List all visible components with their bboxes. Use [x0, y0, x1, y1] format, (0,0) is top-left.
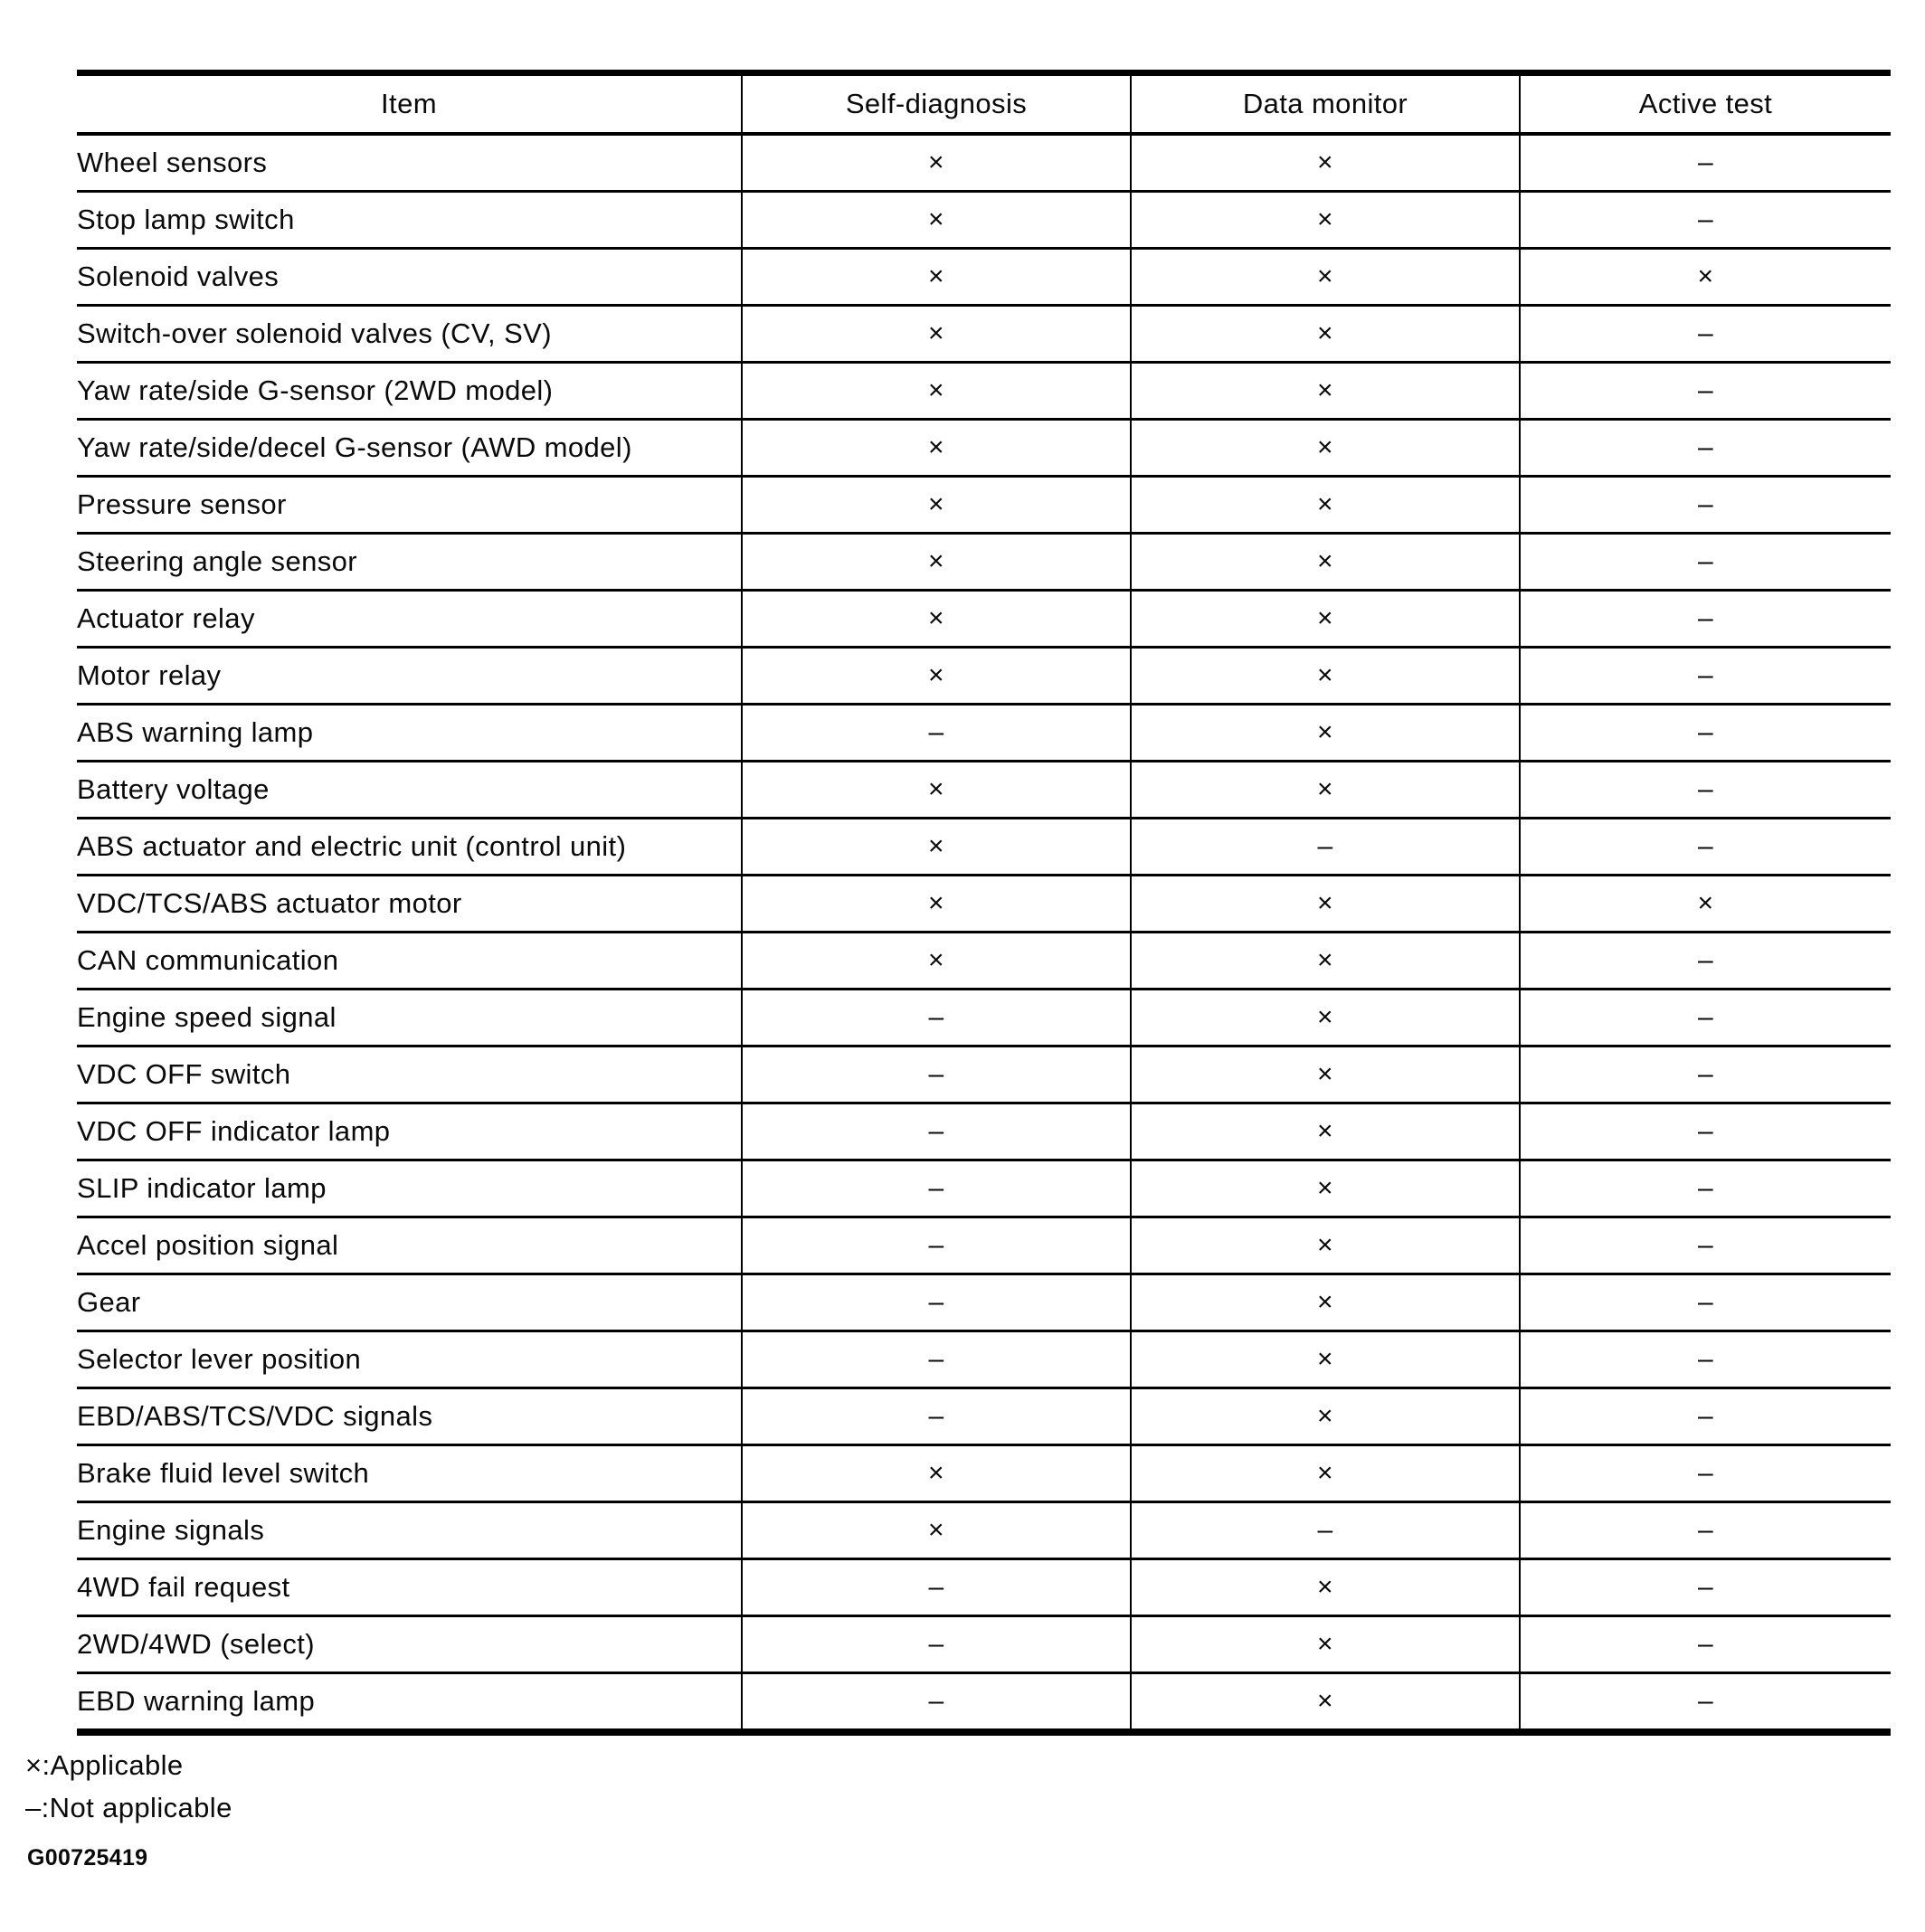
data-monitor-cell: × [1131, 134, 1520, 192]
item-cell: Stop lamp switch [77, 192, 742, 249]
table-row [77, 420, 1891, 477]
data-monitor-cell: × [1131, 363, 1520, 420]
legend-not-applicable: –:Not applicable [25, 1792, 232, 1823]
table-body [77, 134, 1891, 1732]
self-diagnosis-cell: × [742, 477, 1131, 534]
item-cell: 4WD fail request [77, 1559, 742, 1616]
self-diagnosis-cell: × [742, 1502, 1131, 1559]
table-row [77, 1331, 1891, 1388]
data-monitor-cell: × [1131, 1046, 1520, 1103]
self-diagnosis-cell: – [742, 1673, 1131, 1733]
data-monitor-cell: × [1131, 591, 1520, 648]
item-cell: Actuator relay [77, 591, 742, 648]
table-row [77, 249, 1891, 306]
item-cell: VDC/TCS/ABS actuator motor [77, 876, 742, 933]
data-monitor-cell: × [1131, 1673, 1520, 1733]
table-row [77, 1160, 1891, 1217]
self-diagnosis-cell: × [742, 591, 1131, 648]
self-diagnosis-cell: – [742, 1559, 1131, 1616]
data-monitor-cell: × [1131, 1616, 1520, 1673]
table-row [77, 134, 1891, 192]
table-row [77, 990, 1891, 1046]
table-row [77, 1103, 1891, 1160]
self-diagnosis-cell: × [742, 534, 1131, 591]
self-diagnosis-cell: × [742, 363, 1131, 420]
active-test-cell: – [1520, 1502, 1891, 1559]
self-diagnosis-cell: – [742, 1274, 1131, 1331]
active-test-cell: – [1520, 1616, 1891, 1673]
header-row [77, 73, 1891, 135]
table-row [77, 933, 1891, 990]
table-row [77, 363, 1891, 420]
item-cell: SLIP indicator lamp [77, 1160, 742, 1217]
self-diagnosis-cell: × [742, 1445, 1131, 1502]
table-row [77, 1388, 1891, 1445]
item-cell: Gear [77, 1274, 742, 1331]
table-row [77, 648, 1891, 705]
item-cell: CAN communication [77, 933, 742, 990]
data-monitor-cell: × [1131, 1388, 1520, 1445]
column-header-data-monitor: Data monitor [1131, 73, 1520, 135]
item-cell: Engine signals [77, 1502, 742, 1559]
data-monitor-cell: × [1131, 648, 1520, 705]
active-test-cell: – [1520, 1559, 1891, 1616]
item-cell: Wheel sensors [77, 134, 742, 192]
self-diagnosis-cell: – [742, 990, 1131, 1046]
self-diagnosis-cell: – [742, 1388, 1131, 1445]
table-row [77, 1502, 1891, 1559]
data-monitor-cell: × [1131, 249, 1520, 306]
item-cell: Yaw rate/side/decel G-sensor (AWD model) [77, 420, 742, 477]
active-test-cell: – [1520, 648, 1891, 705]
column-header-active-test: Active test [1520, 73, 1891, 135]
item-cell: Selector lever position [77, 1331, 742, 1388]
legend-applicable: ×:Applicable [25, 1749, 184, 1781]
data-monitor-cell: × [1131, 933, 1520, 990]
data-monitor-cell: – [1131, 819, 1520, 876]
table-row [77, 192, 1891, 249]
data-monitor-cell: × [1131, 1160, 1520, 1217]
data-monitor-cell: × [1131, 477, 1520, 534]
self-diagnosis-cell: – [742, 1217, 1131, 1274]
active-test-cell: – [1520, 420, 1891, 477]
data-monitor-cell: × [1131, 990, 1520, 1046]
item-cell: Motor relay [77, 648, 742, 705]
data-monitor-cell: × [1131, 306, 1520, 363]
active-test-cell: – [1520, 134, 1891, 192]
diagnostic-function-table [77, 70, 1891, 1736]
table-row [77, 1673, 1891, 1733]
data-monitor-cell: × [1131, 705, 1520, 762]
data-monitor-cell: × [1131, 762, 1520, 819]
data-monitor-cell: × [1131, 192, 1520, 249]
table-header [77, 73, 1891, 135]
active-test-cell: × [1520, 249, 1891, 306]
active-test-cell: – [1520, 705, 1891, 762]
active-test-cell: – [1520, 762, 1891, 819]
self-diagnosis-cell: × [742, 933, 1131, 990]
item-cell: 2WD/4WD (select) [77, 1616, 742, 1673]
self-diagnosis-cell: – [742, 1331, 1131, 1388]
active-test-cell: – [1520, 1217, 1891, 1274]
item-cell: ABS warning lamp [77, 705, 742, 762]
self-diagnosis-cell: × [742, 134, 1131, 192]
active-test-cell: – [1520, 363, 1891, 420]
active-test-cell: – [1520, 1331, 1891, 1388]
active-test-cell: – [1520, 1445, 1891, 1502]
data-monitor-cell: × [1131, 534, 1520, 591]
active-test-cell: – [1520, 990, 1891, 1046]
data-monitor-cell: – [1131, 1502, 1520, 1559]
item-cell: EBD warning lamp [77, 1673, 742, 1733]
table-row [77, 876, 1891, 933]
self-diagnosis-cell: – [742, 1160, 1131, 1217]
data-monitor-cell: × [1131, 1445, 1520, 1502]
item-cell: Solenoid valves [77, 249, 742, 306]
table-row [77, 1616, 1891, 1673]
active-test-cell: – [1520, 1046, 1891, 1103]
self-diagnosis-cell: × [742, 249, 1131, 306]
item-cell: VDC OFF switch [77, 1046, 742, 1103]
active-test-cell: – [1520, 591, 1891, 648]
table-row [77, 1046, 1891, 1103]
active-test-cell: – [1520, 1274, 1891, 1331]
table-row [77, 1217, 1891, 1274]
active-test-cell: – [1520, 306, 1891, 363]
self-diagnosis-cell: × [742, 762, 1131, 819]
column-header-item: Item [77, 73, 742, 135]
item-cell: Pressure sensor [77, 477, 742, 534]
data-monitor-cell: × [1131, 876, 1520, 933]
column-header-self-diagnosis: Self-diagnosis [742, 73, 1131, 135]
self-diagnosis-cell: × [742, 192, 1131, 249]
data-monitor-cell: × [1131, 1559, 1520, 1616]
self-diagnosis-cell: – [742, 1103, 1131, 1160]
item-cell: Brake fluid level switch [77, 1445, 742, 1502]
data-monitor-cell: × [1131, 1217, 1520, 1274]
table-row [77, 534, 1891, 591]
active-test-cell: – [1520, 933, 1891, 990]
active-test-cell: – [1520, 534, 1891, 591]
table-row [77, 306, 1891, 363]
figure-id: G00725419 [27, 1845, 148, 1870]
self-diagnosis-cell: × [742, 648, 1131, 705]
active-test-cell: – [1520, 477, 1891, 534]
item-cell: Steering angle sensor [77, 534, 742, 591]
data-monitor-cell: × [1131, 1103, 1520, 1160]
data-monitor-cell: × [1131, 1331, 1520, 1388]
self-diagnosis-cell: × [742, 420, 1131, 477]
self-diagnosis-cell: – [742, 1046, 1131, 1103]
table-row [77, 1559, 1891, 1616]
item-cell: Battery voltage [77, 762, 742, 819]
item-cell: Accel position signal [77, 1217, 742, 1274]
active-test-cell: – [1520, 1388, 1891, 1445]
table-row [77, 819, 1891, 876]
data-monitor-cell: × [1131, 420, 1520, 477]
table-row [77, 477, 1891, 534]
legend [25, 1744, 232, 1829]
self-diagnosis-cell: – [742, 1616, 1131, 1673]
item-cell: Yaw rate/side G-sensor (2WD model) [77, 363, 742, 420]
active-test-cell: – [1520, 1160, 1891, 1217]
active-test-cell: × [1520, 876, 1891, 933]
item-cell: Switch-over solenoid valves (CV, SV) [77, 306, 742, 363]
table-row [77, 762, 1891, 819]
data-monitor-cell: × [1131, 1274, 1520, 1331]
self-diagnosis-cell: – [742, 705, 1131, 762]
item-cell: EBD/ABS/TCS/VDC signals [77, 1388, 742, 1445]
self-diagnosis-cell: × [742, 819, 1131, 876]
active-test-cell: – [1520, 192, 1891, 249]
self-diagnosis-cell: × [742, 306, 1131, 363]
table-row [77, 705, 1891, 762]
table-row [77, 1445, 1891, 1502]
self-diagnosis-cell: × [742, 876, 1131, 933]
active-test-cell: – [1520, 819, 1891, 876]
table-row [77, 1274, 1891, 1331]
active-test-cell: – [1520, 1673, 1891, 1733]
item-cell: Engine speed signal [77, 990, 742, 1046]
active-test-cell: – [1520, 1103, 1891, 1160]
item-cell: VDC OFF indicator lamp [77, 1103, 742, 1160]
table-row [77, 591, 1891, 648]
item-cell: ABS actuator and electric unit (control unit) [77, 819, 742, 876]
